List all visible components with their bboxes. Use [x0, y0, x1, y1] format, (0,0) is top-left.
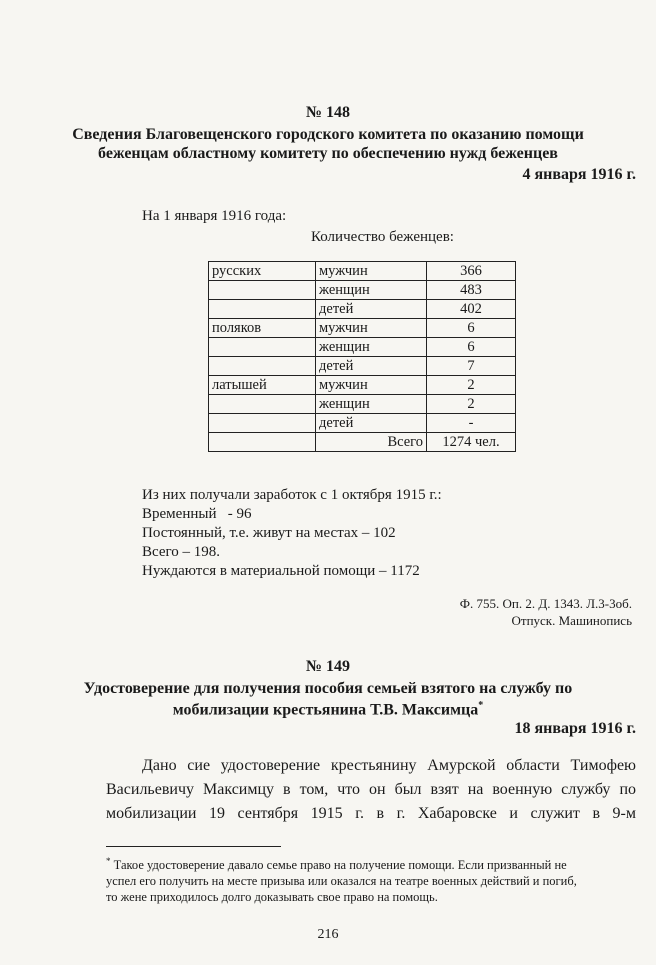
note-line: Временный - 96	[142, 506, 252, 522]
footnote-line: успел его получить на месте призыва или оказался на театре военных действий и погиб,	[106, 874, 577, 889]
footnote-text: Такое удостоверение давало семье право на получение помощи. Если призванный не	[113, 858, 567, 873]
table-cell-count: -	[427, 414, 516, 433]
footnote-line: то жене приходилось долго доказывать свое право на помощь.	[106, 890, 438, 905]
doc149-title-line2	[0, 700, 656, 719]
doc149-number: № 149	[305, 658, 351, 675]
table-cell-count: 2	[427, 395, 516, 414]
note-line: Из них получали заработок с 1 октября 1915 г.:	[142, 487, 442, 503]
source-archive: Ф. 755. Оп. 2. Д. 1343. Л.3-3об.	[459, 596, 632, 611]
table-cell-count: 2	[427, 376, 516, 395]
doc148-as-of: На 1 января 1916 года:	[142, 208, 287, 224]
doc148-source	[460, 595, 632, 629]
body-line: мобилизации 19 сентября 1915 г. в г. Хабаровске и служит в 9-м	[106, 805, 636, 822]
table-cell-nation	[209, 300, 316, 319]
table-total-row	[209, 433, 516, 452]
table-row	[209, 319, 516, 338]
total-label: Всего	[316, 433, 427, 452]
table-cell-nation: латышей	[209, 376, 316, 395]
doc148-date: 4 января 1916 г.	[522, 166, 636, 183]
table-cell-nation	[209, 338, 316, 357]
table-cell-nation	[209, 395, 316, 414]
doc149-title-line1: Удостоверение для получения пособия семьей взятого на службу по	[83, 680, 573, 697]
table-row	[209, 376, 516, 395]
footnote	[106, 853, 640, 905]
body-line: Васильевичу Максимцу в том, что он был взят на военную службу по	[106, 781, 636, 798]
footnote-mark: *	[106, 856, 111, 866]
table-cell-count: 7	[427, 357, 516, 376]
table-cell-group: женщин	[316, 395, 427, 414]
table-cell-group: детей	[316, 414, 427, 433]
table-row	[209, 300, 516, 319]
doc148-title-line1: Сведения Благовещенского городского комитета по оказанию помощи	[72, 126, 584, 143]
table-cell-nation	[209, 281, 316, 300]
table-row	[209, 338, 516, 357]
table-row	[209, 414, 516, 433]
table-cell-empty	[209, 433, 316, 452]
table-row	[209, 262, 516, 281]
table-cell-count: 483	[427, 281, 516, 300]
table-cell-group: женщин	[316, 338, 427, 357]
refugee-table	[208, 261, 516, 452]
note-line: Всего – 198.	[142, 544, 221, 560]
doc148-table-caption: Количество беженцев:	[311, 229, 454, 245]
table-cell-nation: поляков	[209, 319, 316, 338]
page-number: 216	[317, 927, 339, 942]
table-cell-nation	[209, 357, 316, 376]
table-row	[209, 357, 516, 376]
total-value: 1274 чел.	[427, 433, 516, 452]
doc148-notes	[142, 486, 442, 581]
footnote-separator	[106, 846, 281, 847]
table-cell-group: мужчин	[316, 262, 427, 281]
table-cell-group: детей	[316, 300, 427, 319]
table-cell-nation	[209, 414, 316, 433]
table-row	[209, 395, 516, 414]
table-cell-count: 6	[427, 338, 516, 357]
footnote-line	[106, 853, 640, 873]
doc148-number: № 148	[305, 104, 351, 121]
source-type: Отпуск. Машинопись	[511, 613, 632, 628]
note-line: Нуждаются в материальной помощи – 1172	[142, 563, 420, 579]
doc149-date: 18 января 1916 г.	[514, 720, 636, 737]
table-cell-count: 6	[427, 319, 516, 338]
note-line: Постоянный, т.е. живут на местах – 102	[142, 525, 396, 541]
table-cell-count: 366	[427, 262, 516, 281]
doc148-title-line2: беженцам областному комитету по обеспечению нужд беженцев	[98, 145, 558, 162]
doc149-body	[106, 754, 636, 826]
table-row	[209, 281, 516, 300]
table-cell-nation: русских	[209, 262, 316, 281]
footnote-marker: *	[478, 700, 484, 711]
body-line: Дано сие удостоверение крестьянину Амурской области Тимофею	[142, 757, 636, 774]
table-cell-count: 402	[427, 300, 516, 319]
doc149-title-text: мобилизации крестьянина Т.В. Максимца	[172, 701, 479, 719]
table-cell-group: женщин	[316, 281, 427, 300]
table-cell-group: детей	[316, 357, 427, 376]
table-cell-group: мужчин	[316, 376, 427, 395]
table-cell-group: мужчин	[316, 319, 427, 338]
